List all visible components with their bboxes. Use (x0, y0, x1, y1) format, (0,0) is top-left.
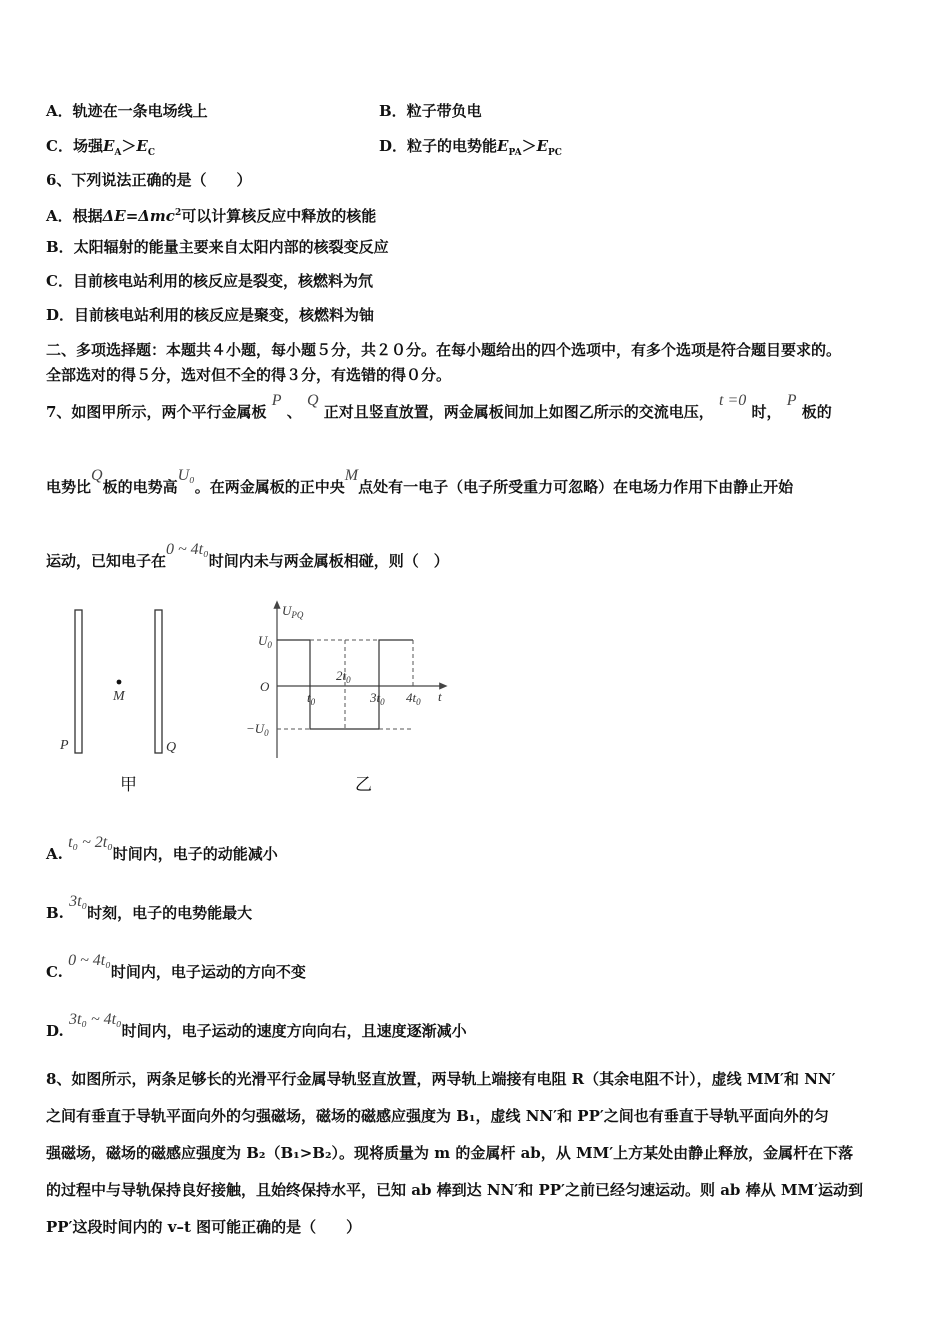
label-origin: O (260, 679, 270, 694)
figure-yi (240, 598, 455, 770)
label-t-axis: t (438, 689, 442, 704)
q7-math-Q2: Q (91, 467, 103, 484)
q7-math-U0: U₀ (177, 467, 195, 484)
q6-stem: 6、下列说法正确的是（ ） (46, 171, 252, 189)
q8-line4: 的过程中与导轨保持良好接触，且始终保持水平，已知 ab 棒到达 NN′和 PP′之前已经匀速运动。则 ab 棒从 MM′运动到 (46, 1181, 864, 1199)
section2-line2: 全部选对的得５分，选对但不全的得３分，有选错的得０分。 (46, 366, 452, 384)
q7-math-Q: Q (306, 392, 319, 409)
q7-stem-line3: 运动，已知电子在0 ~ 4t₀时间内未与两金属板相碰，则（ ） (46, 541, 449, 570)
q7-stem-line1: 7、如图甲所示，两个平行金属板 P 、 Q 正对且竖直放置，两金属板间加上如图乙所示的交流电压， t =0 时， P 板的 (46, 392, 832, 421)
q6-option-b: B．太阳辐射的能量主要来自太阳内部的核裂变反应 (46, 238, 389, 256)
label-t0: $t_0$ (307, 690, 316, 707)
q7-option-d: D. 3t₀ ~ 4t₀时间内，电子运动的速度方向向右，且速度逐渐减小 (46, 1011, 467, 1040)
q8-line1: 8、如图所示，两条足够长的光滑平行金属导轨竖直放置，两导轨上端接有电阻 R（其余电阻不计），虚线 MM′和 NN′ (46, 1070, 836, 1088)
q6-option-a: A．根据ΔE=Δmc$^2$可以计算核反应中释放的核能 (46, 207, 377, 225)
label-2t0: $2t_0$ (336, 668, 351, 685)
q7-option-c: C. 0 ~ 4t₀时间内，电子运动的方向不变 (46, 952, 306, 981)
label-Q: Q (166, 740, 177, 755)
section2-line1: 二、多项选择题：本题共４小题，每小题５分，共２０分。在每小题给出的四个选项中，有多个选项是符合题目要求的。 (46, 341, 842, 359)
label-U0: $U_0$ (258, 633, 272, 650)
q7-math-P2: P (786, 392, 797, 409)
label-P: P (60, 738, 69, 753)
q5-option-a: A．轨迹在一条电场线上 (46, 102, 208, 120)
label-4t0: $4t_0$ (406, 690, 421, 707)
point-M (117, 680, 122, 685)
q7-math-range: 0 ~ 4t₀ (166, 541, 209, 558)
q5-option-b: B．粒子带负电 (379, 102, 482, 120)
q7-math-t0: t =0 (719, 392, 747, 409)
q5-option-d: D．粒子的电势能$E_{PA}>E_{PC}$ (379, 137, 562, 158)
q6-option-d: D．目前核电站利用的核反应是聚变，核燃料为铀 (46, 306, 375, 324)
q5-option-c: C．场强$E_A>E_C$ (46, 137, 155, 158)
q7-math-P: P (271, 392, 282, 409)
figure-jia (50, 600, 200, 770)
plate-Q (155, 610, 162, 753)
label-y-axis: $U_{PQ}$ (282, 603, 304, 620)
caption-yi: 乙 (355, 775, 372, 795)
label-3t0: $3t_0$ (370, 690, 385, 707)
q7-option-a: A. t₀ ~ 2t₀时间内，电子的动能减小 (46, 834, 278, 863)
q7-stem-line2: 电势比Q板的电势高U₀。在两金属板的正中央M点处有一电子（电子所受重力可忽略）在电场力作用下由静止开始 (46, 467, 794, 496)
q8-line3: 强磁场，磁场的磁感应强度为 B₂（B₁>B₂）。现将质量为 m 的金属杆 ab，从 MM′上方某处由静止释放，金属杆在下落 (46, 1144, 854, 1162)
label-M: M (113, 689, 125, 704)
label-neg-U0: $-U_0$ (246, 721, 269, 738)
plate-P (75, 610, 82, 753)
q6-option-c: C．目前核电站利用的核反应是裂变，核燃料为氘 (46, 272, 373, 290)
caption-jia: 甲 (120, 775, 137, 795)
q7-option-b: B. 3t₀时刻，电子的电势能最大 (46, 893, 253, 922)
q8-line5: PP′这段时间内的 v–t 图可能正确的是（ ） (46, 1218, 362, 1236)
q7-math-M: M (344, 467, 359, 484)
q8-line2: 之间有垂直于导轨平面向外的匀强磁场，磁场的磁感应强度为 B₁，虚线 NN′和 PP′之间也有垂直于导轨平面向外的匀 (46, 1107, 829, 1125)
